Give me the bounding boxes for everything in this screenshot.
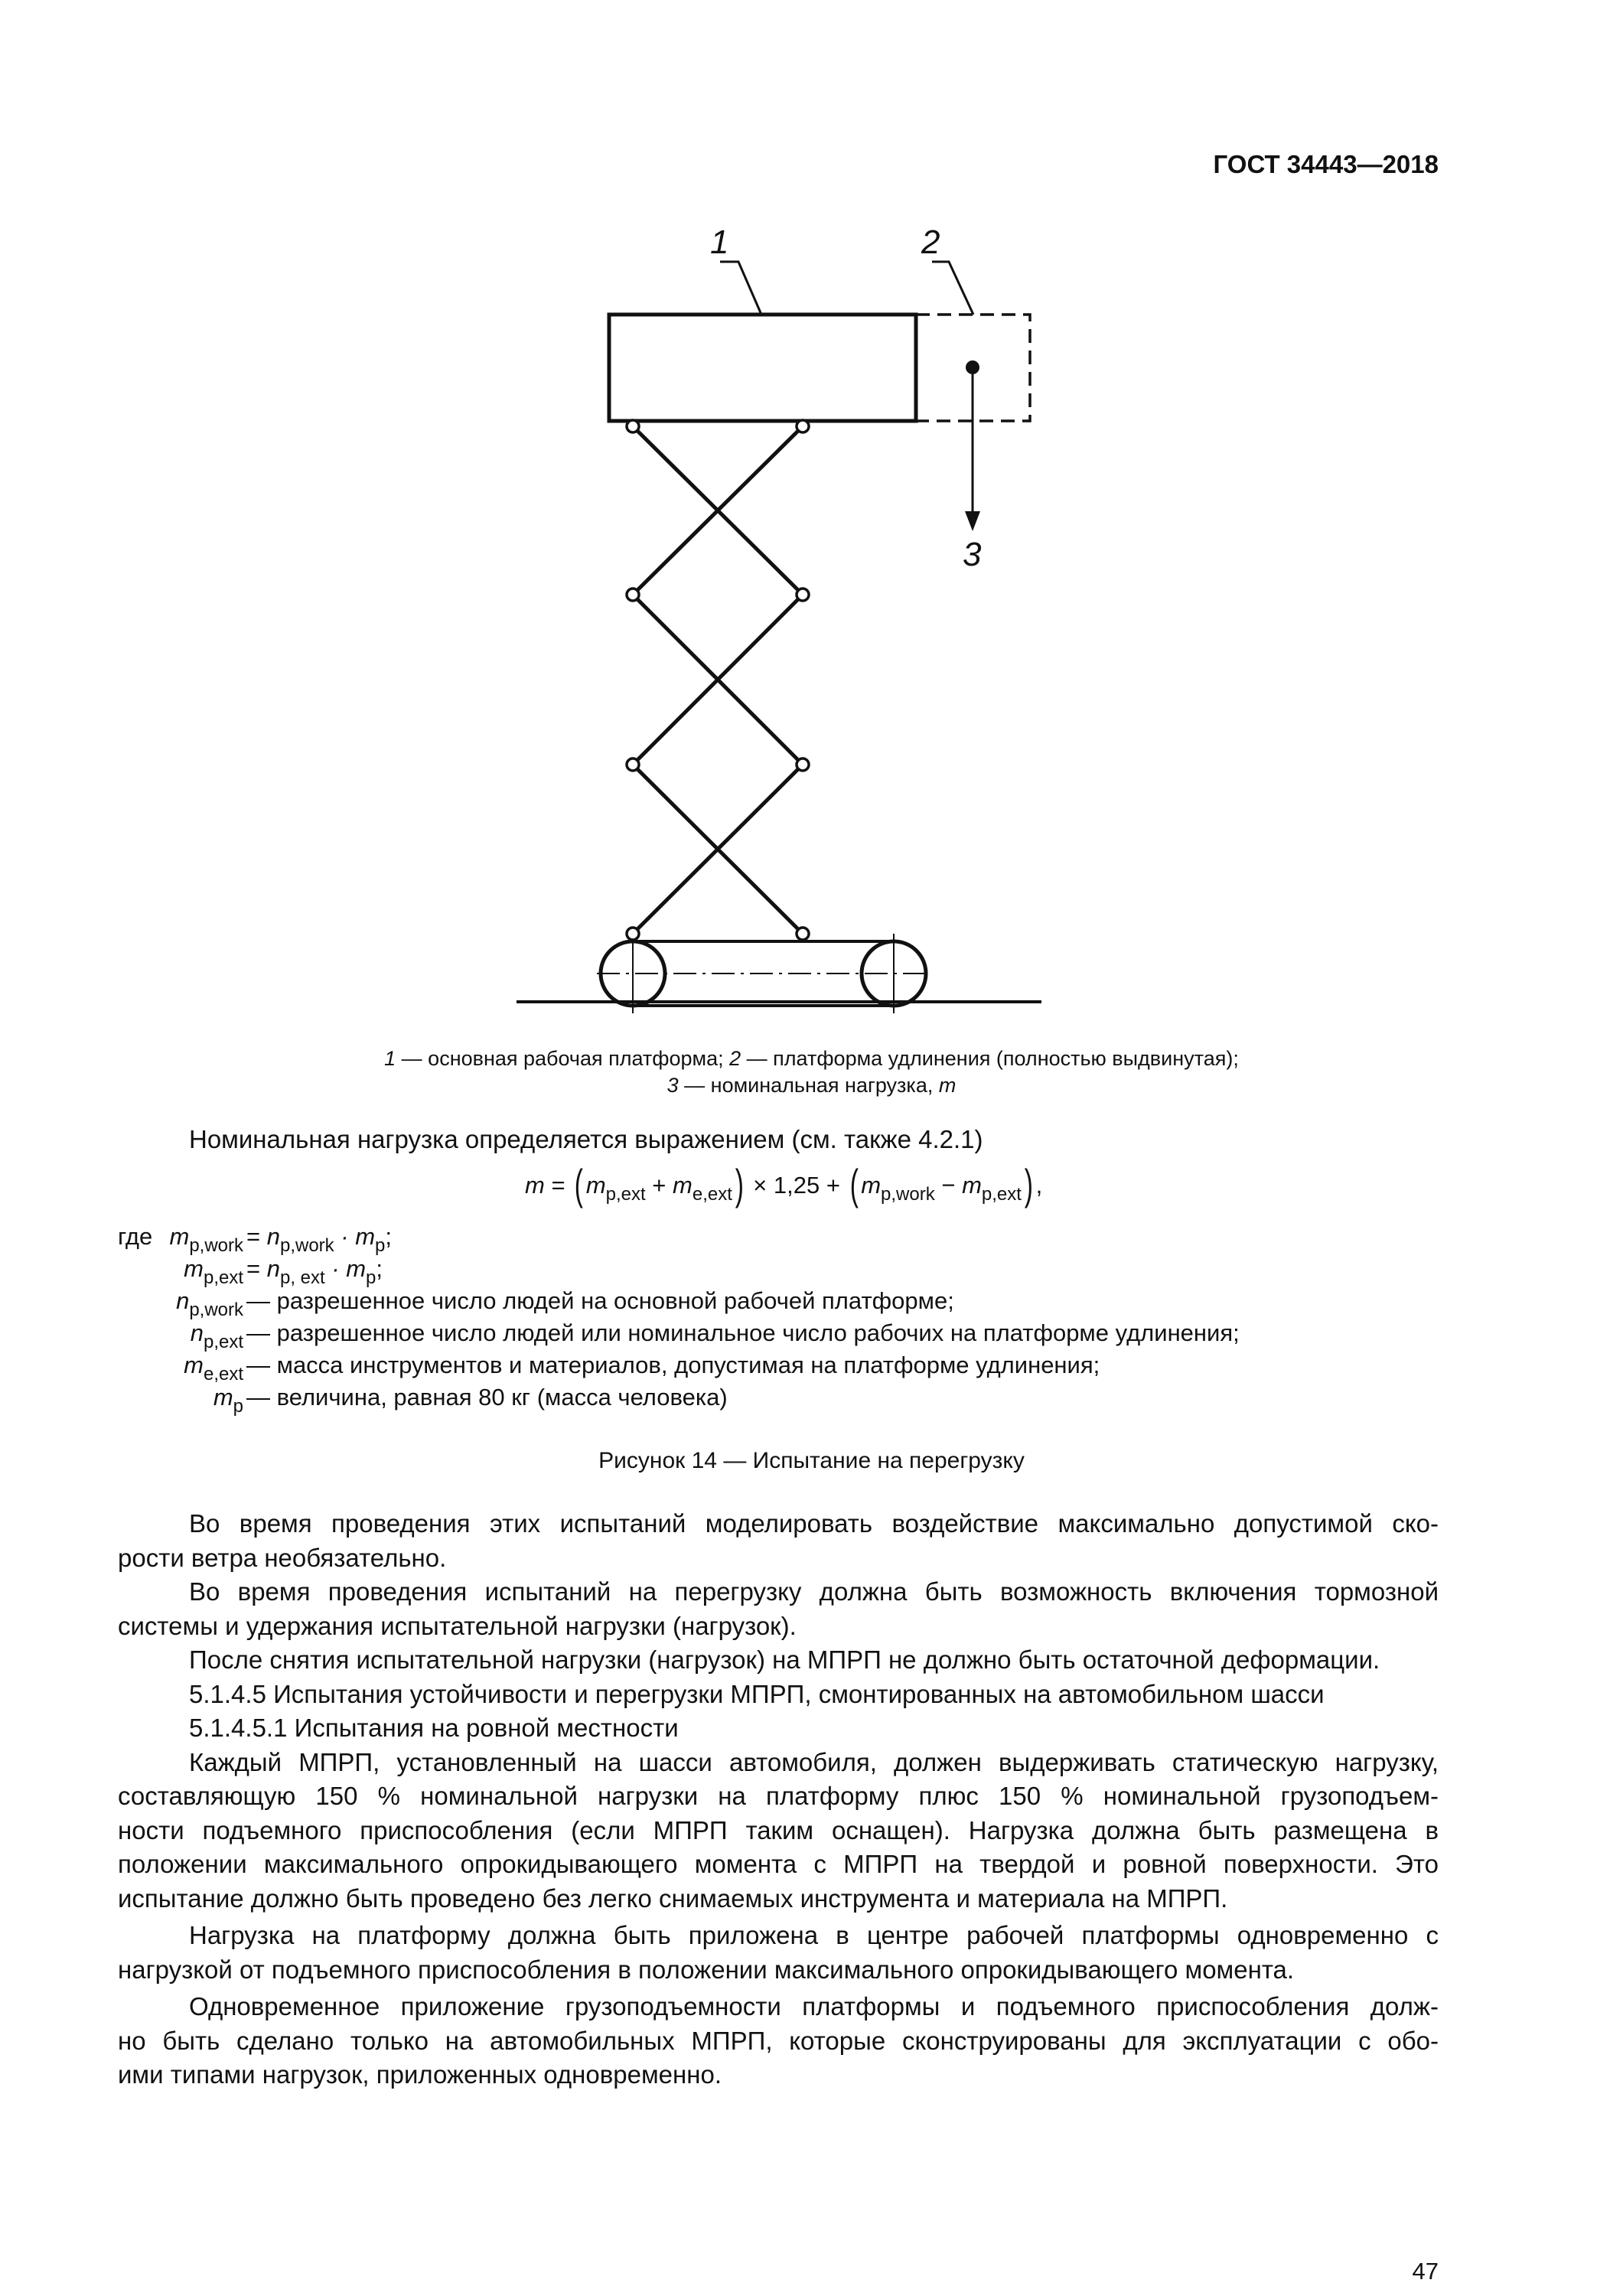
paragraph-line: рости ветра необязательно. <box>118 1543 447 1572</box>
definition-text <box>246 1223 392 1257</box>
formula-var: m <box>525 1172 545 1199</box>
definition-part: ; <box>385 1223 393 1250</box>
definition-symbol <box>184 1255 243 1289</box>
definition-part: — <box>246 1319 277 1346</box>
paragraph-line: нагрузкой от подъемного приспособления в положении максимального опрокидывающего момента. <box>118 1955 1295 1984</box>
definition-symbol <box>176 1287 243 1321</box>
definition-part: e,ext <box>203 1364 243 1384</box>
document-header: ГОСТ 34443—2018 <box>1213 150 1439 178</box>
definition-part: p,ext <box>203 1332 243 1352</box>
definition-text <box>246 1384 728 1411</box>
definition-part: — <box>246 1384 277 1411</box>
definition-text <box>246 1255 383 1289</box>
legend-number: 3 <box>666 1074 679 1097</box>
definition-symbol <box>213 1384 243 1417</box>
figure-legend-line2 <box>0 1074 1623 1097</box>
formula-var: m <box>861 1172 882 1199</box>
definition-symbol <box>184 1352 243 1385</box>
paragraph-line: составляющую 150 % номинальной нагрузки на платформу плюс 150 % номинальной грузоподъем- <box>118 1782 1439 1810</box>
definition-part: p <box>233 1396 243 1417</box>
paragraph-line: Во время проведения этих испытаний моделировать воздействие максимально допустимой ско- <box>189 1509 1439 1538</box>
definition-part: масса инструментов и материалов, допустимая на платформе удлинения; <box>276 1352 1100 1378</box>
definition-part: — <box>246 1287 277 1314</box>
scissor-lift-diagram <box>0 0 1623 1041</box>
callout-1: 1 <box>710 223 729 261</box>
definition-part: — <box>246 1352 277 1378</box>
formula: m = ( $m_{p,ext} + m_{e,ext}) \times 1,25$ + ( $m_{p,work} - m_{p,ext}$) , <box>525 1160 1043 1208</box>
definition-part: p <box>366 1267 376 1288</box>
definition-part: = <box>246 1223 267 1250</box>
legend-text: — номинальная нагрузка, <box>678 1074 939 1097</box>
main-platform <box>609 315 916 421</box>
definition-part: · m <box>334 1223 376 1250</box>
definition-part: p,work <box>189 1300 243 1320</box>
formula-op: + <box>645 1172 673 1199</box>
callout-3: 3 <box>963 536 982 573</box>
definition-part: m <box>169 1223 190 1250</box>
definition-part: n <box>176 1287 190 1314</box>
paragraph-line: ими типами нагрузок, приложенных одновременно. <box>118 2060 722 2089</box>
formula-sub: p,ext <box>981 1184 1022 1205</box>
definition-part: p,work <box>279 1235 334 1256</box>
formula-op: , <box>1035 1172 1043 1199</box>
legend-text: — платформа удлинения (полностью выдвинутая); <box>741 1047 1239 1070</box>
definition-part: величина, равная 80 кг (масса человека) <box>276 1384 728 1411</box>
legend-number: 1 <box>384 1047 396 1070</box>
formula-var: m <box>585 1172 606 1199</box>
definition-part: p, ext <box>279 1267 325 1288</box>
figure-title: Рисунок 14 — Испытание на перегрузку <box>598 1448 1025 1473</box>
definition-part: p <box>375 1235 386 1256</box>
callout-leader-1 <box>720 262 761 315</box>
formula-sub: e,ext <box>692 1184 732 1205</box>
definition-text <box>246 1287 954 1315</box>
paragraph-line: но быть сделано только на автомобильных МПРП, которые сконструированы для эксплуатации с обо- <box>118 2026 1439 2055</box>
paragraph-line: ности подъемного приспособления (если МПРП таким оснащен). Нагрузка должна быть размещена в <box>118 1815 1439 1844</box>
definition-part: ; <box>376 1255 383 1282</box>
definition-part: n <box>266 1255 280 1282</box>
paragraph-line: испытание должно быть проведено без легко снимаемых инструмента и материала на МПРП. <box>118 1883 1228 1913</box>
paragraph-line: положении максимального опрокидывающего момента с МПРП на твердой и ровной поверхности. Это <box>118 1850 1439 1878</box>
paragraph-line: После снятия испытательной нагрузки (нагрузок) на МПРП не должно быть остаточной деформации. <box>189 1645 1380 1674</box>
definition-part: m <box>184 1352 204 1378</box>
definition-part: разрешенное число людей на основной рабочей платформе; <box>276 1287 954 1314</box>
paragraph-line: Нагрузка на платформу должна быть приложена в центре рабочей платформы одновременно с <box>189 1921 1439 1949</box>
page-number: 47 <box>1412 2258 1439 2285</box>
formula-intro: Номинальная нагрузка определяется выражением (см. также 4.2.1) <box>189 1125 983 1153</box>
callout-leader-2 <box>932 262 973 315</box>
paragraph-line: Во время проведения испытаний на перегрузку должна быть возможность включения тормозной <box>189 1577 1439 1606</box>
load-point <box>966 360 979 374</box>
definition-symbol <box>169 1223 243 1257</box>
where-word: где <box>118 1223 153 1250</box>
formula-op: = <box>544 1172 572 1199</box>
paragraph-line: 5.1.4.5.1 Испытания на ровной местности <box>189 1714 679 1742</box>
definition-part: · m <box>324 1255 367 1282</box>
formula-op: − <box>934 1172 963 1199</box>
formula-var: m <box>962 1172 982 1199</box>
definition-part: m <box>184 1255 204 1282</box>
definition-part: разрешенное число людей или номинальное число рабочих на платформе удлинения; <box>276 1319 1240 1346</box>
paragraph-line: Одновременное приложение грузоподъемности платформы и подъемного приспособления долж- <box>189 1992 1439 2020</box>
definition-part: p,work <box>189 1235 243 1256</box>
definition-part: p,ext <box>203 1267 243 1288</box>
definition-part: m <box>213 1384 233 1411</box>
figure-legend-line1 <box>0 1047 1623 1071</box>
formula-op: × 1,25 + <box>746 1172 847 1199</box>
legend-text: — основная рабочая платформа; <box>396 1047 730 1070</box>
formula-sub: p,work <box>881 1184 935 1205</box>
definition-part: n <box>190 1319 204 1346</box>
paragraph-line: системы и удержания испытательной нагрузки (нагрузок). <box>118 1611 797 1640</box>
definition-symbol <box>191 1319 243 1353</box>
legend-number: 2 <box>729 1047 741 1070</box>
paragraph-line: Каждый МПРП, установленный на шасси автомобиля, должен выдерживать статическую нагрузку, <box>189 1747 1439 1776</box>
formula-var: m <box>673 1172 693 1199</box>
legend-variable: m <box>938 1074 957 1097</box>
scissor-arms <box>633 426 803 934</box>
formula-sub: p,ext <box>605 1184 646 1205</box>
arrow-head-icon <box>965 511 980 531</box>
definition-text <box>246 1319 1240 1347</box>
callout-2: 2 <box>921 223 940 261</box>
definition-part: = <box>246 1255 267 1282</box>
paragraph-line: 5.1.4.5 Испытания устойчивости и перегрузки МПРП, смонтированных на автомобильном шасси <box>189 1679 1325 1708</box>
definition-part: n <box>266 1223 280 1250</box>
definition-text <box>246 1352 1100 1379</box>
